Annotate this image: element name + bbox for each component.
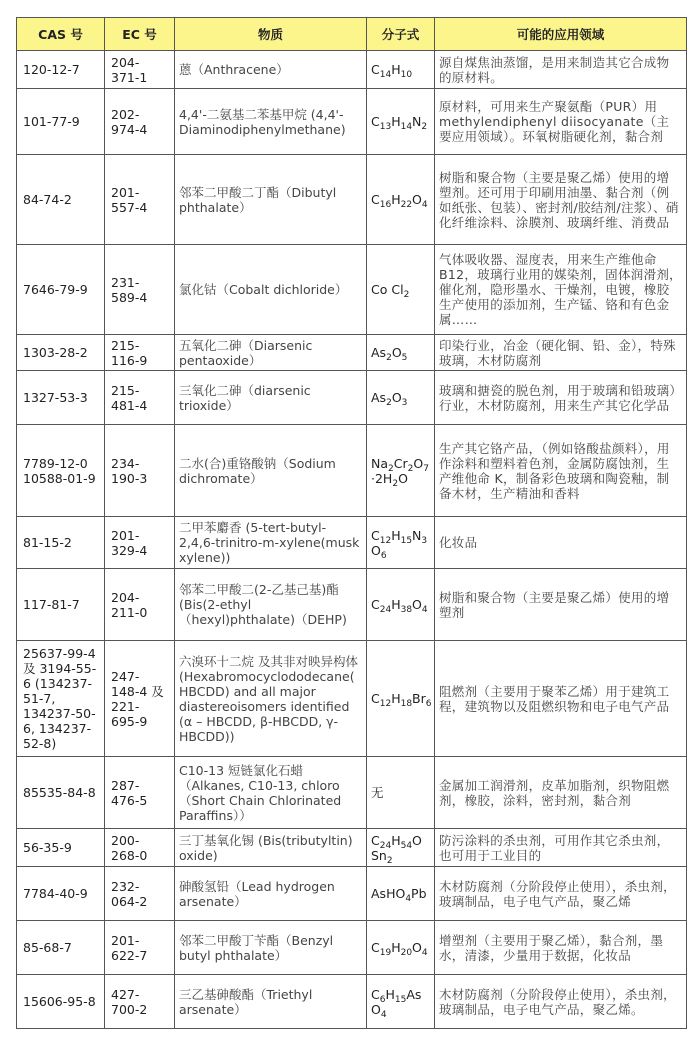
formula-text: Na: [371, 455, 389, 471]
formula-cell: [367, 245, 435, 335]
application-cell: 玻璃和搪瓷的脱色剂，用于玻璃和铅玻璃）行业，木材防腐剂，用来生产其它化学品: [435, 371, 687, 425]
formula-text: H: [391, 192, 401, 207]
header-row: [17, 18, 687, 51]
formula-text: C: [371, 986, 380, 1002]
formula-subscript: 54: [400, 840, 413, 851]
substance-cell: 氯化钴（Cobalt dichloride）: [175, 245, 367, 335]
formula-subscript: 6: [380, 550, 387, 561]
formula-subscript: 38: [400, 605, 413, 615]
cas-number-cell: 1327-53-3: [17, 371, 105, 425]
formula-text: H: [391, 832, 401, 848]
formula-subscript: 2: [386, 353, 392, 363]
table-row: [17, 569, 687, 641]
cas-number-cell: 101-77-9: [17, 89, 105, 155]
formula-subscript: 10: [400, 70, 413, 80]
formula-subscript: 2: [407, 463, 414, 474]
substance-cell: 二水(合)重铬酸钠（Sodium dichromate）: [175, 425, 367, 517]
substance-cell: 4,4'-二氨基二苯基甲烷 (4,4'-Diaminodiphenylmethane): [175, 89, 367, 155]
application-cell: 木材防腐剂（分阶段停止使用），杀虫剂，玻璃制品，电子电气产品，聚乙烯: [435, 867, 687, 921]
formula-subscript: 16: [379, 200, 392, 210]
formula-text: C: [371, 832, 380, 848]
substance-cell: 邻苯二甲酸二丁酯（Dibutyl phthalate）: [175, 155, 367, 245]
cas-number-cell: 7646-79-9: [17, 245, 105, 335]
formula-text: Sn: [371, 847, 387, 863]
formula-cell: [367, 155, 435, 245]
application-cell: 原材料，可用来生产聚氨酯（PUR）用 methylendiphenyl diisocyanate（主要应用领域）。环氧树脂硬化剂，黏合剂: [435, 89, 687, 155]
application-cell: 防污涂料的杀虫剂，可用作其它杀虫剂，也可用于工业目的: [435, 829, 687, 867]
formula-subscript: 13: [379, 122, 392, 132]
application-cell: 化妆品: [435, 517, 687, 569]
formula-subscript: 4: [380, 1009, 387, 1020]
ec-number-cell: 215- 116-9: [105, 335, 175, 371]
cas-number-cell: 81-15-2: [17, 517, 105, 569]
substance-cell: 二甲苯麝香 (5-tert-butyl-2,4,6-trinitro-m-xylene(musk xylene)): [175, 517, 367, 569]
substance-cell: 六溴环十二烷 及其非对映异构体 (Hexabromocyclododecane( HBCDD) and all major diastereoisomers identified (α – HBCDD, β-HBCDD, γ-HBCDD)): [175, 641, 367, 757]
formula-subscript: 2: [386, 855, 393, 866]
table-row: [17, 641, 687, 757]
table-body: [17, 51, 687, 1029]
header-substance: 物质: [175, 18, 367, 51]
table-row: [17, 829, 687, 867]
table-row: [17, 51, 687, 89]
formula-text: H: [391, 691, 401, 706]
formula-cell: [367, 425, 435, 517]
formula-subscript: 2: [403, 290, 410, 300]
cas-number-cell: 56-35-9: [17, 829, 105, 867]
formula-text: O: [412, 940, 422, 955]
formula-cell: [367, 829, 435, 867]
application-cell: 金属加工润滑剂，皮革加脂剂，织物阻燃剂，橡胶，涂料，密封剂，黏合剂: [435, 757, 687, 829]
formula-subscript: 2: [386, 398, 392, 408]
formula-text: C: [371, 192, 380, 207]
formula-text: C: [371, 691, 380, 706]
cas-number-cell: 25637-99-4 及 3194-55-6 (134237-51-7, 134237-50-6, 134237-52-8): [17, 641, 105, 757]
formula-text: H: [391, 62, 401, 77]
substance-table: [16, 17, 687, 1029]
ec-number-cell: 232- 064-2: [105, 867, 175, 921]
application-cell: 阻燃剂（主要用于聚苯乙烯）用于建筑工程，建筑物以及阻燃织物和电子电气产品: [435, 641, 687, 757]
formula-subscript: 5: [401, 353, 408, 363]
table-row: [17, 975, 687, 1029]
application-cell: 源自煤焦油蒸馏，是用来制造其它合成物的原材料。: [435, 51, 687, 89]
formula-cell: [367, 517, 435, 569]
cas-number-cell: 84-74-2: [17, 155, 105, 245]
formula-subscript: 24: [379, 840, 392, 851]
ec-number-cell: 204- 211-0: [105, 569, 175, 641]
formula-text: O: [398, 470, 408, 486]
cas-number-cell: 1303-28-2: [17, 335, 105, 371]
formula-cell: [367, 641, 435, 757]
formula-text: As: [371, 345, 387, 360]
formula-subscript: 24: [379, 605, 392, 615]
formula-text: ·2H: [371, 470, 393, 486]
formula-text: O: [412, 192, 422, 207]
formula-text: H: [385, 986, 395, 1002]
cas-number-cell: 7784-40-9: [17, 867, 105, 921]
application-cell: 增塑剂（主要用于聚乙烯），黏合剂，墨水，清漆，少量用于数据，化妆品: [435, 921, 687, 975]
formula-text: Cr: [393, 455, 408, 471]
formula-cell: [367, 569, 435, 641]
formula-text: Co Cl: [371, 282, 404, 297]
substance-cell: 三丁基氧化锡 (Bis(tributyltin) oxide): [175, 829, 367, 867]
formula-subscript: 22: [400, 200, 413, 210]
formula-text: C: [371, 597, 380, 612]
substance-cell: 三乙基砷酸酯（Triethyl arsenate）: [175, 975, 367, 1029]
ec-number-cell: 247- 148-4 及 221- 695-9: [105, 641, 175, 757]
cas-number-cell: 7789-12-0 10588-01-9: [17, 425, 105, 517]
formula-subscript: 12: [379, 535, 392, 546]
substance-cell: 蒽（Anthracene）: [175, 51, 367, 89]
header-ec: EC 号: [105, 18, 175, 51]
ec-number-cell: 200- 268-0: [105, 829, 175, 867]
formula-cell: [367, 89, 435, 155]
ec-number-cell: 204- 371-1: [105, 51, 175, 89]
application-cell: 木材防腐剂（分阶段停止使用），杀虫剂，玻璃制品，电子电气产品，聚乙烯。: [435, 975, 687, 1029]
table-row: [17, 425, 687, 517]
table-row: [17, 155, 687, 245]
formula-subscript: 12: [379, 699, 392, 709]
table-row: [17, 757, 687, 829]
table-row: [17, 921, 687, 975]
formula-cell: [367, 371, 435, 425]
formula-text: As: [406, 986, 422, 1002]
application-cell: 树脂和聚合物（主要是聚乙烯）使用的增塑剂。还可用于印刷用油墨、黏合剂（例如纸张、包装）、密封剂/胶结剂/注浆）、硝化纤维涂料、涂膜剂、玻璃纤维、消费品: [435, 155, 687, 245]
cas-number-cell: 117-81-7: [17, 569, 105, 641]
formula-text: C: [371, 114, 380, 129]
ec-number-cell: 427- 700-2: [105, 975, 175, 1029]
formula-subscript: 14: [379, 70, 392, 80]
formula-text: N: [412, 114, 422, 129]
header-application: 可能的应用领域: [435, 18, 687, 51]
formula-subscript: 6: [379, 994, 386, 1005]
formula-subscript: 15: [400, 535, 413, 546]
formula-text: H: [391, 114, 401, 129]
application-cell: 气体吸收器、湿度表，用来生产维他命 B12，玻璃行业用的媒染剂，固体润滑剂，催化剂，隐形墨水、干燥剂，电镀，橡胶生产使用的添加剂，生产锰、铬和有色金属……: [435, 245, 687, 335]
formula-cell: [367, 51, 435, 89]
ec-number-cell: 202- 974-4: [105, 89, 175, 155]
ec-number-cell: 201- 329-4: [105, 517, 175, 569]
cas-number-cell: 85-68-7: [17, 921, 105, 975]
header-cas: CAS 号: [17, 18, 105, 51]
formula-subscript: 19: [379, 948, 392, 958]
formula-cell: [367, 757, 435, 829]
formula-subscript: 4: [421, 948, 428, 958]
formula-text: O: [391, 345, 402, 360]
formula-subscript: 3: [401, 398, 408, 408]
formula-text: C: [371, 527, 380, 543]
cas-number-cell: 120-12-7: [17, 51, 105, 89]
substance-cell: 三氧化二砷（diarsenic trioxide）: [175, 371, 367, 425]
formula-subscript: 7: [423, 463, 429, 474]
formula-subscript: 4: [421, 200, 428, 210]
formula-subscript: 3: [421, 535, 428, 546]
formula-text: H: [391, 527, 401, 543]
ec-number-cell: 201- 622-7: [105, 921, 175, 975]
cas-number-cell: 85535-84-8: [17, 757, 105, 829]
formula-text: C: [371, 940, 380, 955]
formula-text: O: [371, 542, 381, 558]
formula-cell: [367, 975, 435, 1029]
table-row: [17, 371, 687, 425]
substance-cell: C10-13 短链氯化石蜡（Alkanes, C10-13, chloro（Short Chain Chlorinated Paraffins））: [175, 757, 367, 829]
formula-text: O: [412, 832, 422, 848]
formula-subscript: 15: [394, 994, 407, 1005]
formula-text: As: [371, 390, 387, 405]
table-row: [17, 245, 687, 335]
formula-text: Br: [412, 691, 426, 706]
formula-subscript: 4: [421, 605, 428, 615]
ec-number-cell: 234- 190-3: [105, 425, 175, 517]
formula-cell: [367, 335, 435, 371]
substance-cell: 邻苯二甲酸二(2-乙基己基)酯(Bis(2-ethyl（hexyl)phthalate)（DEHP): [175, 569, 367, 641]
substance-cell: 邻苯二甲酸丁苄酯（Benzyl butyl phthalate）: [175, 921, 367, 975]
application-cell: 树脂和聚合物（主要是聚乙烯）使用的增塑剂: [435, 569, 687, 641]
formula-text: AsHO: [371, 886, 406, 901]
formula-text: N: [412, 527, 422, 543]
formula-cell: [367, 921, 435, 975]
formula-text: O: [412, 597, 422, 612]
formula-subscript: 6: [425, 699, 432, 709]
formula-text: O: [413, 455, 424, 471]
formula-subscript: 2: [392, 478, 399, 489]
table-row: [17, 335, 687, 371]
formula-text: 无: [371, 785, 384, 800]
formula-subscript: 2: [421, 122, 428, 132]
ec-number-cell: 201- 557-4: [105, 155, 175, 245]
substance-cell: 砷酸氢铅（Lead hydrogen arsenate）: [175, 867, 367, 921]
formula-text: O: [371, 1001, 381, 1017]
table-row: [17, 867, 687, 921]
formula-text: Pb: [411, 886, 427, 901]
ec-number-cell: 215- 481-4: [105, 371, 175, 425]
formula-subscript: 18: [400, 699, 413, 709]
application-cell: 印染行业，冶金（硬化铜、铅、金），特殊玻璃，木材防腐剂: [435, 335, 687, 371]
substance-cell: 五氧化二砷（Diarsenic pentaoxide）: [175, 335, 367, 371]
formula-text: H: [391, 597, 401, 612]
formula-text: H: [391, 940, 401, 955]
ec-number-cell: 287- 476-5: [105, 757, 175, 829]
formula-text: O: [391, 390, 402, 405]
formula-text: C: [371, 62, 380, 77]
cas-number-cell: 15606-95-8: [17, 975, 105, 1029]
formula-subscript: 2: [388, 463, 394, 474]
ec-number-cell: 231- 589-4: [105, 245, 175, 335]
formula-cell: [367, 867, 435, 921]
table-row: [17, 89, 687, 155]
table-row: [17, 517, 687, 569]
formula-subscript: 4: [405, 894, 412, 904]
formula-subscript: 14: [400, 122, 413, 132]
formula-subscript: 20: [400, 948, 413, 958]
header-formula: 分子式: [367, 18, 435, 51]
application-cell: 生产其它铬产品，（例如铬酸盐颜料），用作涂料和塑料着色剂，金属防腐蚀剂，生产维他命 K，制备彩色玻璃和陶瓷釉，制备木材，生产精油和香料: [435, 425, 687, 517]
